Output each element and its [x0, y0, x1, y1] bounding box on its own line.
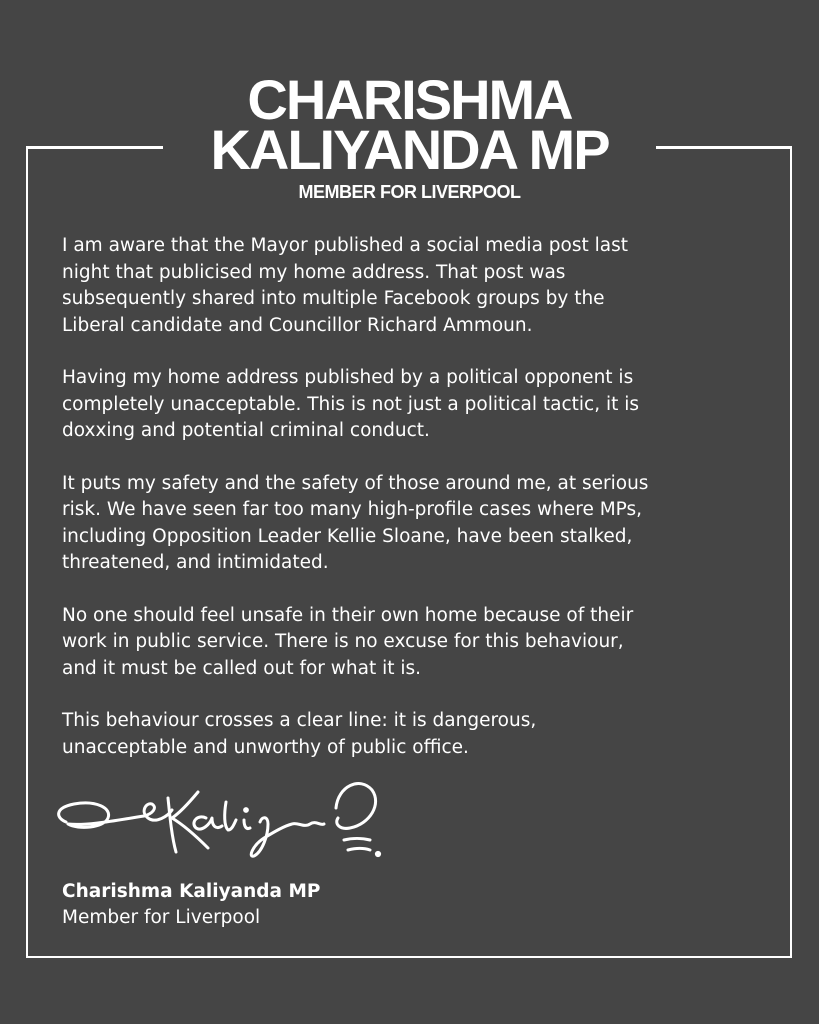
signoff-name: Charishma Kaliyanda MP: [62, 881, 321, 902]
paragraph-1: [62, 233, 762, 339]
paragraph-line: I am aware that the Mayor published a social media post last: [62, 235, 628, 256]
paragraph-line: completely unacceptable. This is not just a political tactic, it is: [62, 393, 640, 415]
paragraph-5: [62, 708, 762, 761]
paragraph-line: unacceptable and unworthy of public office.: [62, 736, 469, 758]
paragraph-line: Having my home address published by a political opponent is: [62, 367, 634, 388]
signoff-role: Member for Liverpool: [62, 907, 261, 928]
paragraph-line: Liberal candidate and Councillor Richard Ammoun.: [62, 314, 533, 336]
statement-body: [62, 233, 762, 787]
paragraph-line: This behaviour crosses a clear line: it is dangerous,: [62, 710, 537, 731]
page-subtitle: MEMBER FOR LIVERPOOL: [298, 182, 521, 202]
paragraph-line: No one should feel unsafe in their own home because of their: [62, 604, 634, 626]
paragraph-2: [62, 365, 762, 445]
paragraph-4: [62, 603, 762, 683]
paragraph-line: doxxing and potential criminal conduct.: [62, 420, 430, 441]
paragraph-line: It puts my safety and the safety of those around me, at serious: [62, 472, 649, 494]
paragraph-3: [62, 471, 762, 577]
paragraph-line: night that publicised my home address. That post was: [62, 261, 566, 283]
paragraph-line: risk. We have seen far too many high-profile cases where MPs,: [62, 499, 643, 520]
paragraph-line: work in public service. There is no excuse for this behaviour,: [62, 631, 624, 652]
paragraph-line: including Opposition Leader Kellie Sloane, have been stalked,: [62, 525, 633, 547]
page-title-line-2: KALIYANDA MP: [210, 118, 609, 181]
paragraph-line: subsequently shared into multiple Facebook groups by the: [62, 288, 605, 309]
page-title-line-1: CHARISHMA: [247, 68, 572, 131]
paragraph-line: and it must be called out for what it is.: [62, 657, 422, 679]
handwritten-signature: [48, 768, 388, 868]
paragraph-line: threatened, and intimidated.: [62, 552, 329, 573]
